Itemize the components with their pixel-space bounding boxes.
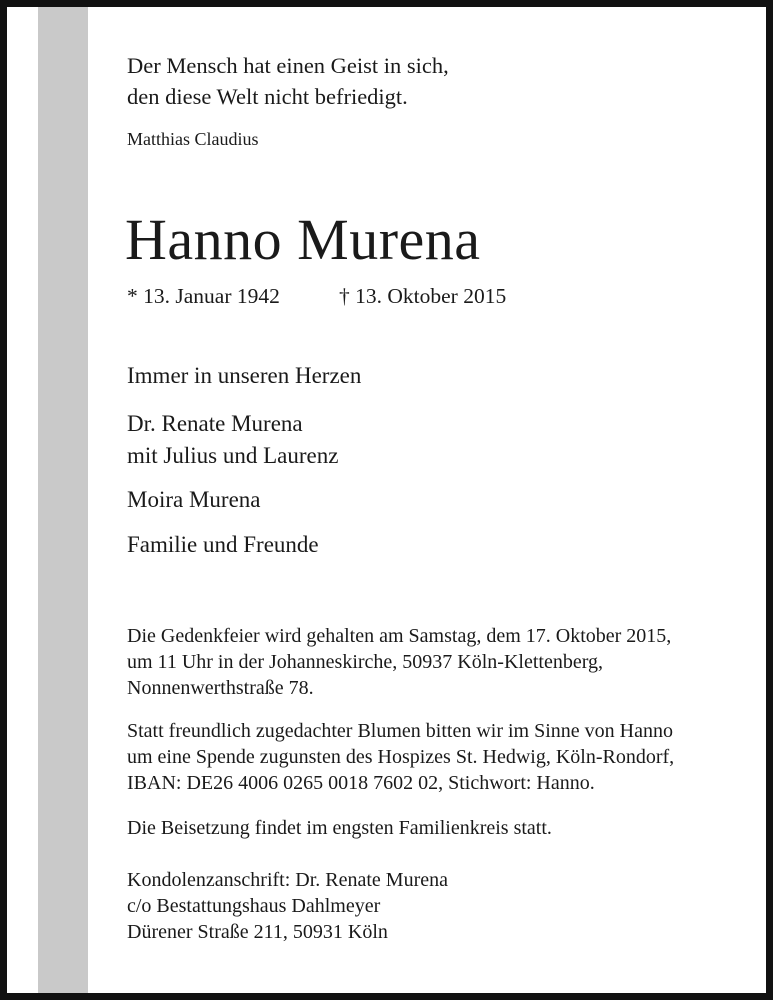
mourner-line: Dr. Renate Murena (127, 411, 303, 436)
mourner-moira: Moira Murena (127, 487, 261, 512)
memorial-service-notice (127, 623, 671, 701)
notice-line: um 11 Uhr in der Johanneskirche, 50937 Köln-Klettenberg, (127, 651, 604, 673)
mourner-line: mit Julius und Laurenz (127, 443, 339, 468)
burial-notice: Die Beisetzung findet im engsten Familienkreis statt. (127, 817, 552, 839)
quote (127, 50, 449, 112)
mourner-familie: Familie und Freunde (127, 532, 319, 557)
life-dates (127, 282, 507, 310)
condolence-address (127, 867, 448, 945)
address-line: Dürener Straße 211, 50931 Köln (127, 921, 388, 943)
notice-line: um eine Spende zugunsten des Hospizes St. Hedwig, Köln-Rondorf, (127, 746, 675, 768)
death-date: † 13. Oktober 2015 (339, 284, 507, 308)
mourners-heading: Immer in unseren Herzen (127, 363, 362, 388)
address-line: Kondolenzanschrift: Dr. Renate Murena (127, 869, 449, 891)
donation-notice (127, 718, 674, 796)
quote-author: Matthias Claudius (127, 129, 259, 149)
deceased-name: Hanno Murena (125, 207, 481, 272)
quote-line: den diese Welt nicht befriedigt. (127, 84, 408, 109)
notice-line: IBAN: DE26 4006 0265 0018 7602 02, Stichwort: Hanno. (127, 772, 595, 794)
notice-line: Nonnenwerthstraße 78. (127, 677, 314, 699)
notice-line: Statt freundlich zugedachter Blumen bitten wir im Sinne von Hanno (127, 720, 673, 742)
mourner-renate (127, 408, 338, 472)
address-line: c/o Bestattungshaus Dahlmeyer (127, 895, 381, 917)
side-bar-decoration (38, 7, 88, 993)
notice-line: Die Gedenkfeier wird gehalten am Samstag, dem 17. Oktober 2015, (127, 625, 672, 647)
quote-line: Der Mensch hat einen Geist in sich, (127, 53, 449, 78)
birth-date: * 13. Januar 1942 (127, 284, 280, 308)
